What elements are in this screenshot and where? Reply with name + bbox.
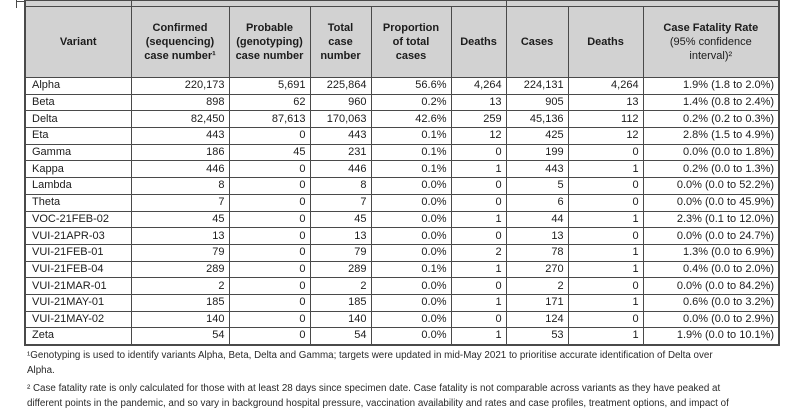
cell-confirmed-cases: 446 (131, 161, 229, 178)
cell-cases-28day: 124 (506, 311, 568, 328)
cell-probable-cases: 0 (229, 278, 310, 295)
cell-deaths-28day: 112 (568, 111, 643, 128)
cell-probable-cases: 0 (229, 261, 310, 278)
col-header-deaths-sequenced: Deaths (451, 7, 506, 78)
cell-deaths-28day: 0 (568, 194, 643, 211)
cell-confirmed-cases: 443 (131, 128, 229, 145)
col-header-cases-28day: Cases (506, 7, 568, 78)
cell-deaths-sequenced: 0 (451, 228, 506, 245)
cell-total-cases: 2 (310, 278, 371, 295)
cell-total-cases: 170,063 (310, 111, 371, 128)
cell-confirmed-cases: 220,173 (131, 78, 229, 95)
cell-cases-28day: 905 (506, 94, 568, 111)
table-body (25, 78, 779, 345)
cell-confirmed-cases: 45 (131, 211, 229, 228)
cell-probable-cases: 0 (229, 211, 310, 228)
cell-confirmed-cases: 13 (131, 228, 229, 245)
table-row (25, 261, 779, 278)
cell-case-fatality-rate: 2.8% (1.5 to 4.9%) (643, 128, 779, 145)
cell-deaths-28day: 0 (568, 178, 643, 195)
cell-deaths-28day: 1 (568, 161, 643, 178)
cell-proportion: 0.0% (371, 328, 451, 345)
cell-deaths-28day: 1 (568, 294, 643, 311)
table-row (25, 211, 779, 228)
table-row (25, 244, 779, 261)
cell-variant-name: Theta (25, 194, 131, 211)
cell-deaths-28day: 0 (568, 228, 643, 245)
cell-confirmed-cases: 185 (131, 294, 229, 311)
cell-cases-28day: 13 (506, 228, 568, 245)
cell-total-cases: 289 (310, 261, 371, 278)
cell-confirmed-cases: 8 (131, 178, 229, 195)
cell-proportion: 0.1% (371, 161, 451, 178)
table-row (25, 178, 779, 195)
cell-variant-name: Beta (25, 94, 131, 111)
cell-proportion: 0.1% (371, 128, 451, 145)
cell-case-fatality-rate: 1.3% (0.0 to 6.9%) (643, 244, 779, 261)
cell-total-cases: 140 (310, 311, 371, 328)
cell-total-cases: 79 (310, 244, 371, 261)
cell-variant-name: VUI-21FEB-01 (25, 244, 131, 261)
cell-variant-name: Delta (25, 111, 131, 128)
cell-cases-28day: 45,136 (506, 111, 568, 128)
cell-deaths-28day: 1 (568, 328, 643, 345)
cell-total-cases: 7 (310, 194, 371, 211)
cell-cases-28day: 6 (506, 194, 568, 211)
cell-total-cases: 45 (310, 211, 371, 228)
cell-proportion: 0.0% (371, 311, 451, 328)
cell-cases-28day: 2 (506, 278, 568, 295)
cell-probable-cases: 0 (229, 161, 310, 178)
header-row (25, 7, 779, 78)
cell-deaths-28day: 12 (568, 128, 643, 145)
cell-cases-28day: 425 (506, 128, 568, 145)
cell-deaths-sequenced: 1 (451, 328, 506, 345)
col-header-confirmed-cases: Confirmed (sequencing) case number¹ (131, 7, 229, 78)
cell-confirmed-cases: 289 (131, 261, 229, 278)
table-row (25, 78, 779, 95)
cell-deaths-sequenced: 0 (451, 278, 506, 295)
table-row (25, 294, 779, 311)
cell-deaths-sequenced: 13 (451, 94, 506, 111)
cell-proportion: 0.0% (371, 244, 451, 261)
cell-deaths-sequenced: 0 (451, 194, 506, 211)
cell-confirmed-cases: 898 (131, 94, 229, 111)
cell-case-fatality-rate: 0.0% (0.0 to 45.9%) (643, 194, 779, 211)
cell-probable-cases: 0 (229, 194, 310, 211)
cell-probable-cases: 0 (229, 294, 310, 311)
cell-total-cases: 225,864 (310, 78, 371, 95)
cell-probable-cases: 0 (229, 128, 310, 145)
table-row (25, 311, 779, 328)
cell-probable-cases: 0 (229, 311, 310, 328)
cell-probable-cases: 5,691 (229, 78, 310, 95)
cell-case-fatality-rate: 0.0% (0.0 to 52.2%) (643, 178, 779, 195)
cell-deaths-sequenced: 259 (451, 111, 506, 128)
cell-total-cases: 443 (310, 128, 371, 145)
footnotes (27, 348, 793, 414)
table-row (25, 94, 779, 111)
cell-probable-cases: 0 (229, 228, 310, 245)
cell-case-fatality-rate: 0.0% (0.0 to 24.7%) (643, 228, 779, 245)
cell-total-cases: 231 (310, 144, 371, 161)
cell-case-fatality-rate: 0.6% (0.0 to 3.2%) (643, 294, 779, 311)
cell-deaths-28day: 0 (568, 144, 643, 161)
cell-deaths-28day: 1 (568, 244, 643, 261)
cell-total-cases: 8 (310, 178, 371, 195)
cell-deaths-sequenced: 12 (451, 128, 506, 145)
cell-confirmed-cases: 7 (131, 194, 229, 211)
cell-case-fatality-rate: 1.9% (0.0 to 10.1%) (643, 328, 779, 345)
cell-case-fatality-rate: 0.2% (0.2 to 0.3%) (643, 111, 779, 128)
col-header-proportion: Proportion of total cases (371, 7, 451, 78)
cell-case-fatality-rate: 0.2% (0.0 to 1.3%) (643, 161, 779, 178)
table-row (25, 144, 779, 161)
cell-cases-28day: 5 (506, 178, 568, 195)
cell-proportion: 0.1% (371, 261, 451, 278)
cell-deaths-sequenced: 0 (451, 311, 506, 328)
cell-cases-28day: 44 (506, 211, 568, 228)
cell-deaths-sequenced: 1 (451, 161, 506, 178)
cell-variant-name: Kappa (25, 161, 131, 178)
cell-confirmed-cases: 79 (131, 244, 229, 261)
cell-deaths-sequenced: 1 (451, 211, 506, 228)
cell-total-cases: 185 (310, 294, 371, 311)
cell-proportion: 0.0% (371, 228, 451, 245)
cell-deaths-28day: 1 (568, 261, 643, 278)
cell-deaths-sequenced: 1 (451, 294, 506, 311)
cell-case-fatality-rate: 0.4% (0.0 to 2.0%) (643, 261, 779, 278)
cell-variant-name: VOC-21FEB-02 (25, 211, 131, 228)
cell-deaths-28day: 0 (568, 278, 643, 295)
cell-probable-cases: 87,613 (229, 111, 310, 128)
cell-deaths-28day: 1 (568, 211, 643, 228)
col-header-probable-cases: Probable (genotyping) case number (229, 7, 310, 78)
cell-deaths-sequenced: 4,264 (451, 78, 506, 95)
cell-variant-name: Lambda (25, 178, 131, 195)
cell-proportion: 0.0% (371, 278, 451, 295)
cell-confirmed-cases: 54 (131, 328, 229, 345)
cell-confirmed-cases: 82,450 (131, 111, 229, 128)
table-row (25, 128, 779, 145)
cell-total-cases: 54 (310, 328, 371, 345)
cell-proportion: 0.0% (371, 211, 451, 228)
variants-table (24, 0, 780, 346)
cell-case-fatality-rate: 1.9% (1.8 to 2.0%) (643, 78, 779, 95)
cell-proportion: 0.0% (371, 178, 451, 195)
cell-proportion: 0.0% (371, 294, 451, 311)
cell-cases-28day: 199 (506, 144, 568, 161)
cell-probable-cases: 62 (229, 94, 310, 111)
table-row (25, 194, 779, 211)
cell-cases-28day: 270 (506, 261, 568, 278)
cell-total-cases: 960 (310, 94, 371, 111)
col-header-total-cases: Total case number (310, 7, 371, 78)
cell-deaths-sequenced: 0 (451, 144, 506, 161)
cell-case-fatality-rate: 1.4% (0.8 to 2.4%) (643, 94, 779, 111)
cell-deaths-28day: 0 (568, 311, 643, 328)
cell-proportion: 0.1% (371, 144, 451, 161)
cell-cases-28day: 78 (506, 244, 568, 261)
cell-total-cases: 446 (310, 161, 371, 178)
table-row (25, 228, 779, 245)
footnote-genotyping: ¹Genotyping is used to identify variants Alpha, Beta, Delta and Gamma; targets were updated in mid-May 2021 to prioritise accurate identification of Delta over Alpha. (27, 350, 713, 376)
cell-case-fatality-rate: 2.3% (0.1 to 12.0%) (643, 211, 779, 228)
cell-variant-name: VUI-21APR-03 (25, 228, 131, 245)
cell-cases-28day: 443 (506, 161, 568, 178)
table-row (25, 161, 779, 178)
cell-proportion: 0.2% (371, 94, 451, 111)
col-header-deaths-28day: Deaths (568, 7, 643, 78)
cell-deaths-28day: 13 (568, 94, 643, 111)
cell-confirmed-cases: 140 (131, 311, 229, 328)
cell-variant-name: Eta (25, 128, 131, 145)
cell-variant-name: Gamma (25, 144, 131, 161)
cell-case-fatality-rate: 0.0% (0.0 to 84.2%) (643, 278, 779, 295)
table-row (25, 328, 779, 345)
cell-proportion: 56.6% (371, 78, 451, 95)
cell-total-cases: 13 (310, 228, 371, 245)
cell-confirmed-cases: 186 (131, 144, 229, 161)
cell-cases-28day: 53 (506, 328, 568, 345)
cell-variant-name: Alpha (25, 78, 131, 95)
cell-deaths-sequenced: 1 (451, 261, 506, 278)
cell-variant-name: VUI-21MAY-02 (25, 311, 131, 328)
footnote-case-fatality: ² Case fatality rate is only calculated for those with at least 28 days since specimen date. Case fatality is not comparable across variants as they have peaked at different points in the pandemic, and so vary in background hospital pressure, vaccination availability and rates and case profiles, treatment options, and impact of (27, 383, 729, 409)
cell-variant-name: VUI-21FEB-04 (25, 261, 131, 278)
cell-probable-cases: 0 (229, 328, 310, 345)
col-header-variant: Variant (25, 7, 131, 78)
cell-cases-28day: 224,131 (506, 78, 568, 95)
col-header-case-fatality-rate: Case Fatality Rate (95% confidence interval)² (643, 7, 779, 78)
cell-probable-cases: 45 (229, 144, 310, 161)
cell-probable-cases: 0 (229, 178, 310, 195)
cell-case-fatality-rate: 0.0% (0.0 to 1.8%) (643, 144, 779, 161)
cell-deaths-sequenced: 2 (451, 244, 506, 261)
cell-probable-cases: 0 (229, 244, 310, 261)
cell-variant-name: VUI-21MAY-01 (25, 294, 131, 311)
cell-confirmed-cases: 2 (131, 278, 229, 295)
cell-deaths-28day: 4,264 (568, 78, 643, 95)
cell-deaths-sequenced: 0 (451, 178, 506, 195)
cell-case-fatality-rate: 0.0% (0.0 to 2.9%) (643, 311, 779, 328)
cell-proportion: 0.0% (371, 194, 451, 211)
cell-variant-name: VUI-21MAR-01 (25, 278, 131, 295)
cell-cases-28day: 171 (506, 294, 568, 311)
table-row (25, 278, 779, 295)
cell-variant-name: Zeta (25, 328, 131, 345)
table-row (25, 111, 779, 128)
cell-proportion: 42.6% (371, 111, 451, 128)
